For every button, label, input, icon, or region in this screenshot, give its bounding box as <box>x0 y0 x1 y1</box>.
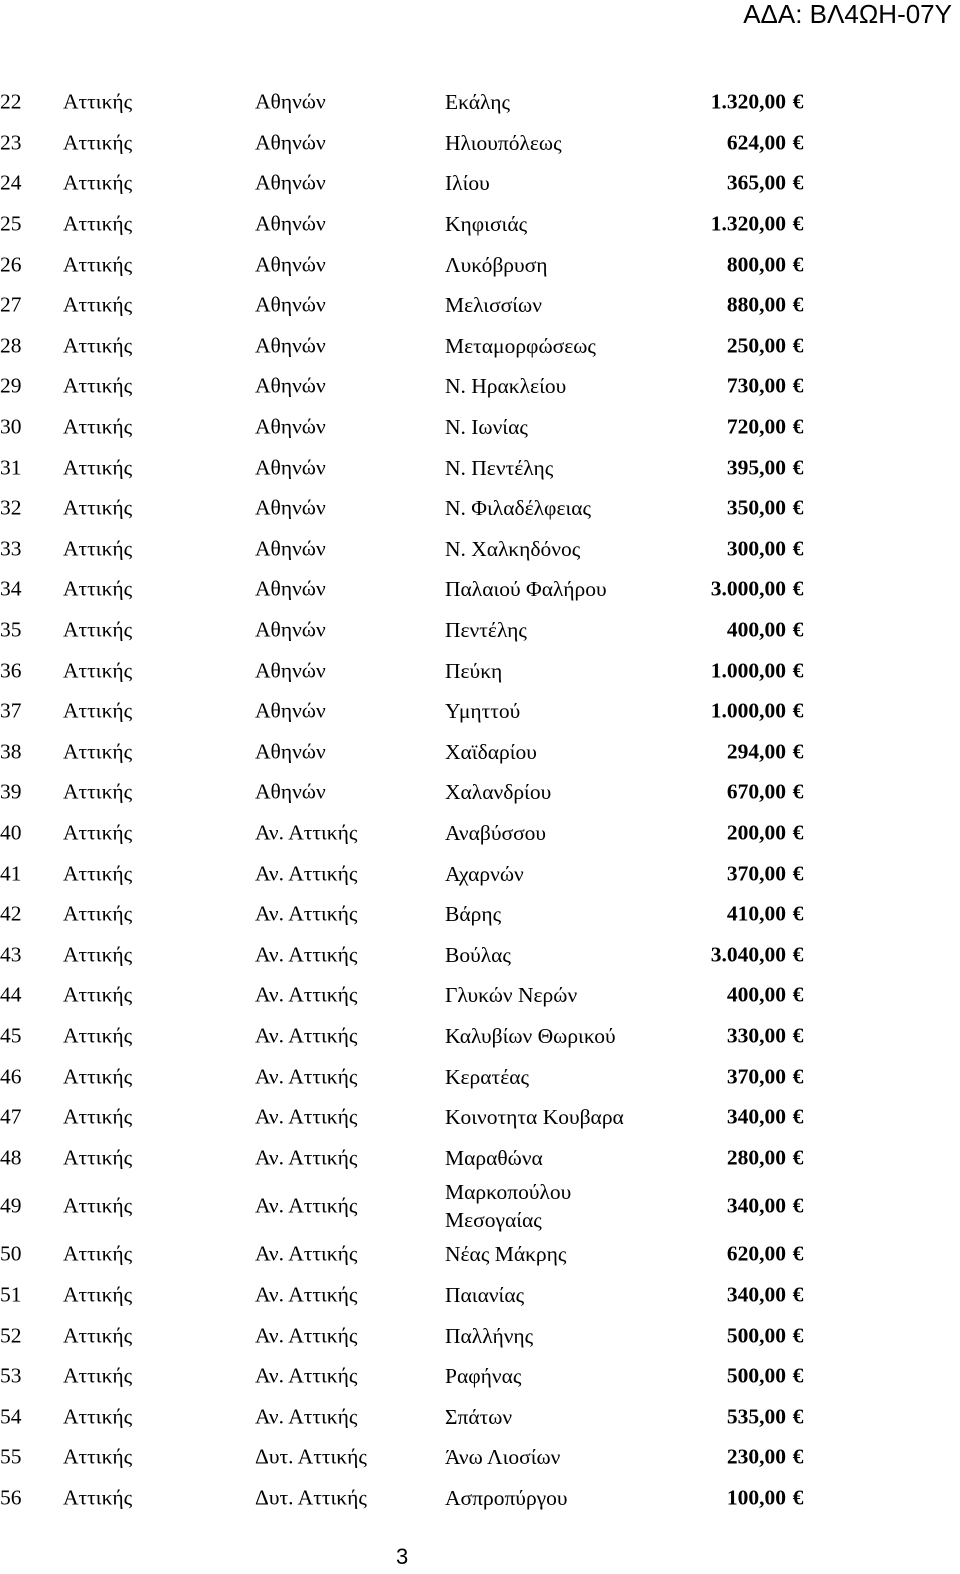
amount-cell: 730,00 <box>726 373 786 398</box>
regional-unit-cell: Δυτ. Αττικής <box>255 1444 367 1469</box>
area-line: Μεσογαίας <box>445 1208 542 1233</box>
regional-unit-cell: Αθηνών <box>255 779 326 804</box>
page-number: 3 <box>396 1544 409 1569</box>
region-cell: Αττικής <box>63 861 133 886</box>
area-cell: Ν. Χαλκηδόνος <box>445 536 581 561</box>
area-cell: Βούλας <box>445 942 511 967</box>
table-row <box>0 1275 960 1316</box>
amount-cell: 535,00 <box>726 1404 786 1429</box>
row-number: 44 <box>0 982 22 1007</box>
regional-unit-cell: Αν. Αττικής <box>255 1145 358 1170</box>
table-row <box>0 407 960 448</box>
euro-symbol: € <box>792 861 804 886</box>
amount-cell: 400,00 <box>726 982 786 1007</box>
table-row <box>0 610 960 651</box>
amount-cell: 624,00 <box>726 130 786 155</box>
region-cell: Αττικής <box>63 536 133 561</box>
row-number: 26 <box>0 252 22 277</box>
area-cell: Γλυκών Νερών <box>445 983 578 1008</box>
table-row <box>0 1315 960 1356</box>
euro-symbol: € <box>792 130 804 155</box>
regional-unit-cell: Αθηνών <box>255 495 326 520</box>
row-number: 25 <box>0 211 22 236</box>
amount-cell: 400,00 <box>726 617 786 642</box>
euro-symbol: € <box>792 982 804 1007</box>
area-cell: Χαϊδαρίου <box>445 739 537 764</box>
area-cell: Ν. Πεντέλης <box>445 455 554 480</box>
amount-cell: 340,00 <box>726 1193 786 1218</box>
row-number: 27 <box>0 292 22 317</box>
table-row <box>0 1016 960 1057</box>
amount-cell: 1.320,00 <box>710 211 786 236</box>
row-number: 33 <box>0 536 22 561</box>
row-number: 29 <box>0 373 22 398</box>
table-row <box>0 163 960 204</box>
row-number: 31 <box>0 455 22 480</box>
regional-unit-cell: Αθηνών <box>255 211 326 236</box>
regional-unit-cell: Αθηνών <box>255 536 326 561</box>
table-row <box>0 934 960 975</box>
area-cell: Πεύκη <box>445 658 503 683</box>
euro-symbol: € <box>792 901 804 926</box>
amount-cell: 100,00 <box>726 1485 786 1510</box>
regional-unit-cell: Αθηνών <box>255 373 326 398</box>
regional-unit-cell: Αν. Αττικής <box>255 1104 358 1129</box>
region-cell: Αττικής <box>63 1485 133 1510</box>
area-cell: Αχαρνών <box>445 861 524 886</box>
ada-code: ΑΔΑ: ΒΛ4ΩΗ-07Υ <box>743 0 952 29</box>
row-number: 39 <box>0 779 22 804</box>
regional-unit-cell: Αν. Αττικής <box>255 1363 358 1388</box>
table-row <box>0 853 960 894</box>
row-number: 49 <box>0 1193 22 1218</box>
regional-unit-cell: Αθηνών <box>255 130 326 155</box>
euro-symbol: € <box>792 1241 804 1266</box>
euro-symbol: € <box>792 576 804 601</box>
row-number: 24 <box>0 170 22 195</box>
amount-cell: 410,00 <box>726 901 786 926</box>
row-number: 41 <box>0 861 22 886</box>
table-row <box>0 326 960 367</box>
area-cell: Νέας Μάκρης <box>445 1242 567 1267</box>
region-cell: Αττικής <box>63 942 133 967</box>
table-row <box>0 366 960 407</box>
region-cell: Αττικής <box>63 455 133 480</box>
regional-unit-cell: Αν. Αττικής <box>255 1323 358 1348</box>
region-cell: Αττικής <box>63 373 133 398</box>
amount-cell: 395,00 <box>726 455 786 480</box>
euro-symbol: € <box>792 1064 804 1089</box>
row-number: 45 <box>0 1023 22 1048</box>
allowance-table <box>0 82 960 1518</box>
region-cell: Αττικής <box>63 1023 133 1048</box>
row-number: 36 <box>0 658 22 683</box>
region-cell: Αττικής <box>63 333 133 358</box>
row-number: 46 <box>0 1064 22 1089</box>
euro-symbol: € <box>792 1363 804 1388</box>
table-row <box>0 569 960 610</box>
region-cell: Αττικής <box>63 982 133 1007</box>
regional-unit-cell: Αθηνών <box>255 252 326 277</box>
area-cell: Υμηττού <box>445 699 521 724</box>
row-number: 55 <box>0 1444 22 1469</box>
amount-cell: 230,00 <box>726 1444 786 1469</box>
regional-unit-cell: Αθηνών <box>255 414 326 439</box>
amount-cell: 340,00 <box>726 1282 786 1307</box>
area-cell: Μεταμορφώσεως <box>445 333 596 358</box>
row-number: 22 <box>0 89 22 114</box>
amount-cell: 620,00 <box>726 1241 786 1266</box>
region-cell: Αττικής <box>63 617 133 642</box>
row-number: 51 <box>0 1282 22 1307</box>
table-row <box>0 1097 960 1138</box>
table-row <box>0 204 960 245</box>
region-cell: Αττικής <box>63 495 133 520</box>
regional-unit-cell: Αν. Αττικής <box>255 1241 358 1266</box>
euro-symbol: € <box>792 89 804 114</box>
row-number: 53 <box>0 1363 22 1388</box>
euro-symbol: € <box>792 414 804 439</box>
amount-cell: 880,00 <box>726 292 786 317</box>
row-number: 47 <box>0 1104 22 1129</box>
amount-cell: 350,00 <box>726 495 786 520</box>
table-row <box>0 975 960 1016</box>
region-cell: Αττικής <box>63 89 133 114</box>
amount-cell: 370,00 <box>726 861 786 886</box>
euro-symbol: € <box>792 1404 804 1429</box>
amount-cell: 3.040,00 <box>710 942 786 967</box>
amount-cell: 1.000,00 <box>710 698 786 723</box>
region-cell: Αττικής <box>63 170 133 195</box>
row-number: 42 <box>0 901 22 926</box>
area-cell: Κηφισιάς <box>445 212 528 237</box>
table-row <box>0 894 960 935</box>
euro-symbol: € <box>792 1323 804 1348</box>
regional-unit-cell: Αθηνών <box>255 617 326 642</box>
area-cell: Ν. Ηρακλείου <box>445 374 567 399</box>
regional-unit-cell: Αν. Αττικής <box>255 1193 358 1218</box>
euro-symbol: € <box>792 698 804 723</box>
amount-cell: 280,00 <box>726 1145 786 1170</box>
table-row <box>0 1178 960 1234</box>
regional-unit-cell: Αν. Αττικής <box>255 1282 358 1307</box>
regional-unit-cell: Αθηνών <box>255 658 326 683</box>
table-row <box>0 529 960 570</box>
regional-unit-cell: Αθηνών <box>255 455 326 480</box>
amount-cell: 300,00 <box>726 536 786 561</box>
row-number: 38 <box>0 739 22 764</box>
area-cell: Ασπροπύργου <box>445 1485 568 1510</box>
euro-symbol: € <box>792 942 804 967</box>
regional-unit-cell: Αθηνών <box>255 698 326 723</box>
euro-symbol: € <box>792 170 804 195</box>
amount-cell: 330,00 <box>726 1023 786 1048</box>
euro-symbol: € <box>792 1104 804 1129</box>
amount-cell: 370,00 <box>726 1064 786 1089</box>
amount-cell: 1.000,00 <box>710 658 786 683</box>
region-cell: Αττικής <box>63 1193 133 1218</box>
table-row <box>0 813 960 854</box>
regional-unit-cell: Αν. Αττικής <box>255 820 358 845</box>
euro-symbol: € <box>792 211 804 236</box>
table-row <box>0 123 960 164</box>
area-cell: Ν. Ιωνίας <box>445 415 528 440</box>
area-cell: Ραφήνας <box>445 1364 522 1389</box>
table-row <box>0 691 960 732</box>
region-cell: Αττικής <box>63 1444 133 1469</box>
regional-unit-cell: Αν. Αττικής <box>255 982 358 1007</box>
region-cell: Αττικής <box>63 698 133 723</box>
euro-symbol: € <box>792 820 804 845</box>
row-number: 54 <box>0 1404 22 1429</box>
area-cell: Μελισσίων <box>445 293 542 318</box>
euro-symbol: € <box>792 1282 804 1307</box>
amount-cell: 250,00 <box>726 333 786 358</box>
amount-cell: 3.000,00 <box>710 576 786 601</box>
area-cell: Λυκόβρυση <box>445 252 548 277</box>
table-row <box>0 1056 960 1097</box>
table-row <box>0 488 960 529</box>
row-number: 56 <box>0 1485 22 1510</box>
table-row <box>0 1437 960 1478</box>
table-row <box>0 1356 960 1397</box>
area-cell: Χαλανδρίου <box>445 780 552 805</box>
row-number: 34 <box>0 576 22 601</box>
region-cell: Αττικής <box>63 1241 133 1266</box>
region-cell: Αττικής <box>63 1323 133 1348</box>
euro-symbol: € <box>792 292 804 317</box>
area-cell: Βάρης <box>445 902 502 927</box>
region-cell: Αττικής <box>63 576 133 601</box>
table-row <box>0 447 960 488</box>
regional-unit-cell: Αθηνών <box>255 170 326 195</box>
area-cell: Εκάλης <box>445 90 511 115</box>
area-line: Μαρκοπούλου <box>445 1180 572 1205</box>
region-cell: Αττικής <box>63 1104 133 1129</box>
euro-symbol: € <box>792 617 804 642</box>
table-row <box>0 1137 960 1178</box>
euro-symbol: € <box>792 739 804 764</box>
regional-unit-cell: Αθηνών <box>255 739 326 764</box>
region-cell: Αττικής <box>63 1363 133 1388</box>
region-cell: Αττικής <box>63 779 133 804</box>
amount-cell: 800,00 <box>726 252 786 277</box>
euro-symbol: € <box>792 373 804 398</box>
regional-unit-cell: Αθηνών <box>255 333 326 358</box>
area-cell: Ιλίου <box>445 171 490 196</box>
row-number: 48 <box>0 1145 22 1170</box>
area-cell: Καλυβίων Θωρικού <box>445 1023 616 1048</box>
table-row <box>0 1396 960 1437</box>
regional-unit-cell: Αν. Αττικής <box>255 901 358 926</box>
regional-unit-cell: Αν. Αττικής <box>255 1064 358 1089</box>
euro-symbol: € <box>792 1485 804 1510</box>
amount-cell: 340,00 <box>726 1104 786 1129</box>
region-cell: Αττικής <box>63 739 133 764</box>
table-row <box>0 1234 960 1275</box>
amount-cell: 720,00 <box>726 414 786 439</box>
region-cell: Αττικής <box>63 292 133 317</box>
table-row <box>0 244 960 285</box>
euro-symbol: € <box>792 333 804 358</box>
area-cell: Ν. Φιλαδέλφειας <box>445 496 592 521</box>
region-cell: Αττικής <box>63 414 133 439</box>
row-number: 40 <box>0 820 22 845</box>
region-cell: Αττικής <box>63 901 133 926</box>
amount-cell: 200,00 <box>726 820 786 845</box>
regional-unit-cell: Αθηνών <box>255 89 326 114</box>
euro-symbol: € <box>792 658 804 683</box>
euro-symbol: € <box>792 1444 804 1469</box>
row-number: 52 <box>0 1323 22 1348</box>
regional-unit-cell: Αν. Αττικής <box>255 942 358 967</box>
area-cell: Κοινοτητα Κουβαρα <box>445 1105 624 1130</box>
regional-unit-cell: Αθηνών <box>255 292 326 317</box>
regional-unit-cell: Αν. Αττικής <box>255 1023 358 1048</box>
euro-symbol: € <box>792 455 804 480</box>
amount-cell: 500,00 <box>726 1323 786 1348</box>
area-cell: Κερατέας <box>445 1064 529 1089</box>
regional-unit-cell: Αθηνών <box>255 576 326 601</box>
row-number: 37 <box>0 698 22 723</box>
region-cell: Αττικής <box>63 1064 133 1089</box>
area-cell: Ηλιουπόλεως <box>445 130 562 155</box>
area-cell: Αναβύσσου <box>445 820 547 845</box>
regional-unit-cell: Δυτ. Αττικής <box>255 1485 367 1510</box>
table-row <box>0 650 960 691</box>
euro-symbol: € <box>792 536 804 561</box>
table-row <box>0 1478 960 1519</box>
table-row <box>0 732 960 773</box>
row-number: 32 <box>0 495 22 520</box>
region-cell: Αττικής <box>63 252 133 277</box>
table-row <box>0 772 960 813</box>
area-cell: Άνω Λιοσίων <box>445 1445 561 1470</box>
euro-symbol: € <box>792 1193 804 1218</box>
region-cell: Αττικής <box>63 1282 133 1307</box>
amount-cell: 365,00 <box>726 170 786 195</box>
euro-symbol: € <box>792 252 804 277</box>
region-cell: Αττικής <box>63 130 133 155</box>
region-cell: Αττικής <box>63 820 133 845</box>
amount-cell: 670,00 <box>726 779 786 804</box>
table-row <box>0 285 960 326</box>
area-cell: Πεντέλης <box>445 618 527 643</box>
region-cell: Αττικής <box>63 658 133 683</box>
region-cell: Αττικής <box>63 1145 133 1170</box>
table-row <box>0 82 960 123</box>
area-cell <box>445 1178 571 1234</box>
area-cell: Παιανίας <box>445 1282 525 1307</box>
amount-cell: 294,00 <box>726 739 786 764</box>
euro-symbol: € <box>792 779 804 804</box>
area-cell: Μαραθώνα <box>445 1145 543 1170</box>
region-cell: Αττικής <box>63 211 133 236</box>
amount-cell: 1.320,00 <box>710 89 786 114</box>
regional-unit-cell: Αν. Αττικής <box>255 1404 358 1429</box>
row-number: 35 <box>0 617 22 642</box>
euro-symbol: € <box>792 495 804 520</box>
row-number: 43 <box>0 942 22 967</box>
area-cell: Παλαιού Φαλήρου <box>445 577 607 602</box>
row-number: 23 <box>0 130 22 155</box>
area-cell: Σπάτων <box>445 1404 513 1429</box>
row-number: 28 <box>0 333 22 358</box>
euro-symbol: € <box>792 1023 804 1048</box>
euro-symbol: € <box>792 1145 804 1170</box>
row-number: 30 <box>0 414 22 439</box>
area-cell: Παλλήνης <box>445 1323 534 1348</box>
row-number: 50 <box>0 1241 22 1266</box>
regional-unit-cell: Αν. Αττικής <box>255 861 358 886</box>
amount-cell: 500,00 <box>726 1363 786 1388</box>
region-cell: Αττικής <box>63 1404 133 1429</box>
